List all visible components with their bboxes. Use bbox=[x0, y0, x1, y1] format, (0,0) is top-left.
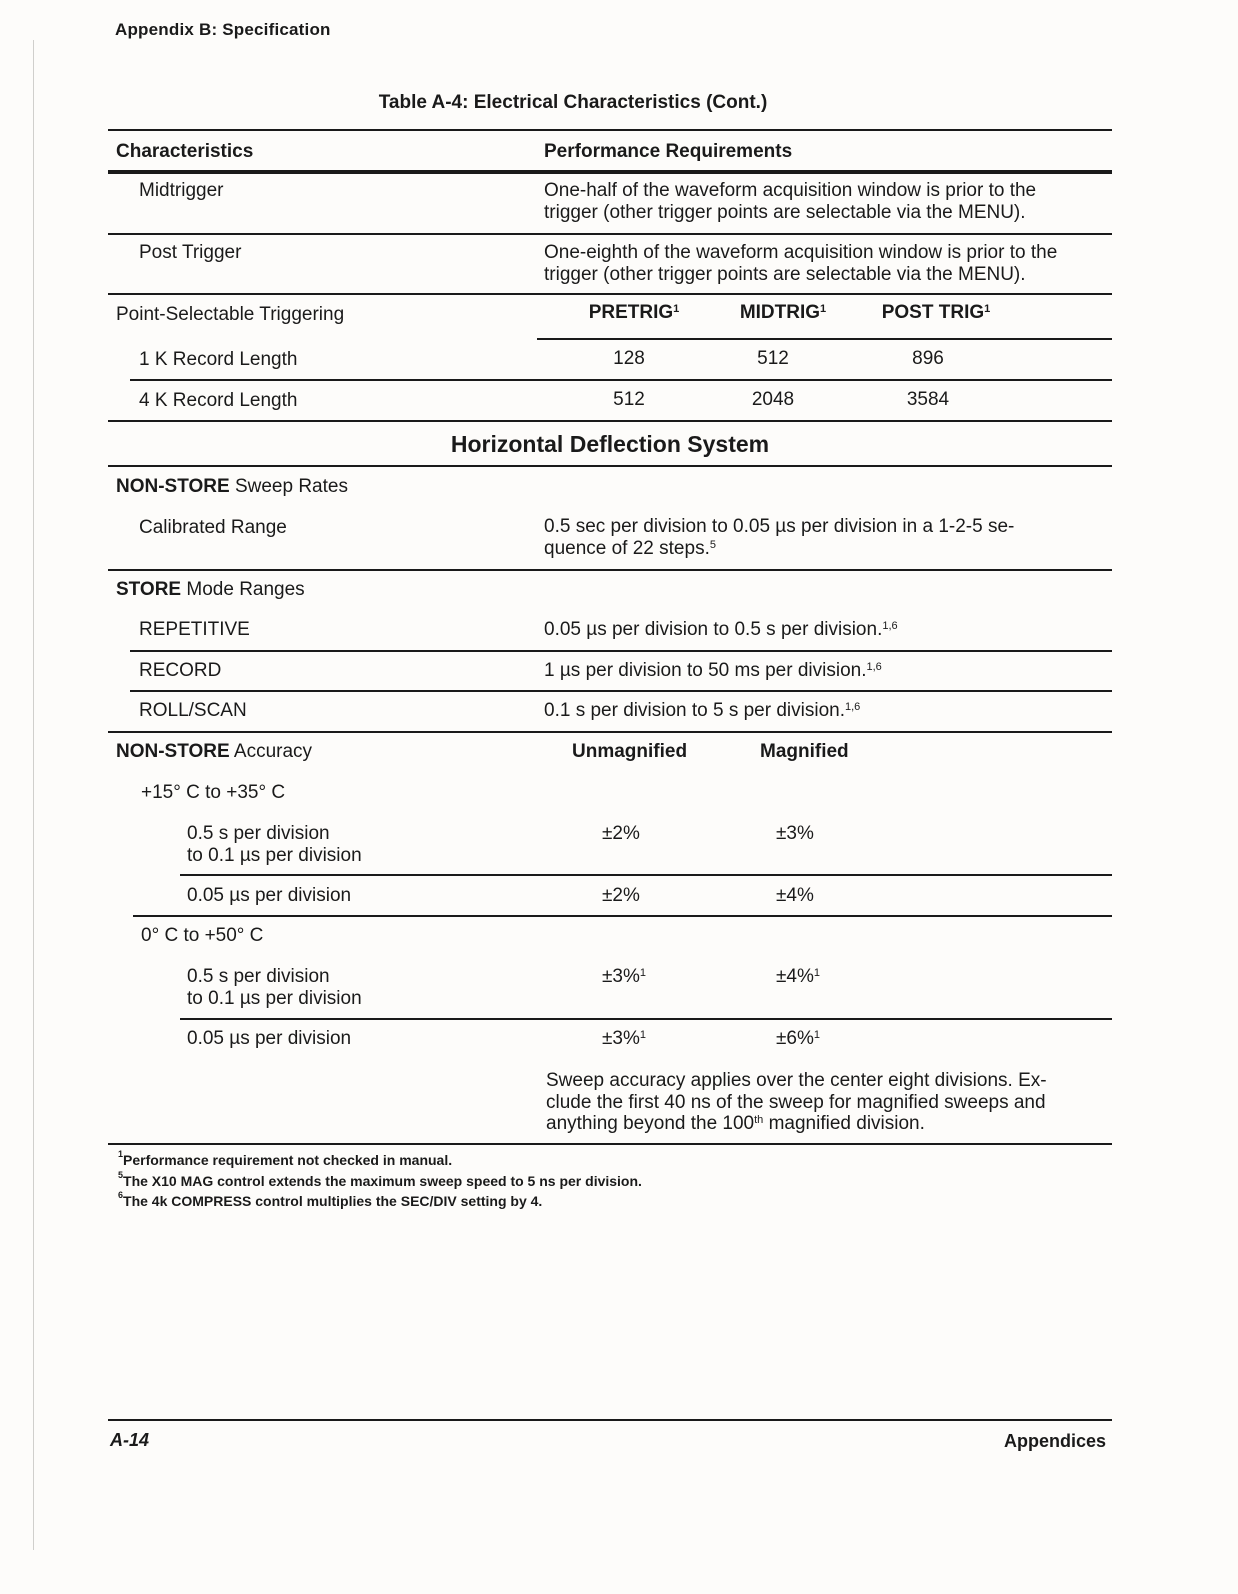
calibrated-range-label: Calibrated Range bbox=[139, 517, 287, 538]
rule bbox=[108, 170, 1112, 174]
temp-range-1: +15° C to +35° C bbox=[141, 782, 286, 803]
post-trigger-desc-1: One-eighth of the waveform acquisition window is prior to the bbox=[544, 242, 1058, 263]
page-number: A-14 bbox=[110, 1430, 150, 1450]
roll-scan-value: 0.1 s per division to 5 s per division.$^{1,6}$ bbox=[544, 700, 861, 721]
range1-row1-mag: ±3% bbox=[776, 823, 814, 844]
range1-row1-desc-1: 0.5 s per division bbox=[187, 823, 330, 844]
rule bbox=[130, 379, 1112, 381]
record-value: 1 µs per division to 50 ms per division.$^{1,6}$ bbox=[544, 660, 882, 681]
accuracy-note-1: Sweep accuracy applies over the center eight divisions. Ex- bbox=[546, 1070, 1047, 1091]
point-selectable-label: Point-Selectable Triggering bbox=[116, 304, 345, 325]
record-4k-midtrig: 2048 bbox=[751, 389, 795, 410]
accuracy-label: NON-STORE Accuracy bbox=[116, 741, 313, 762]
record-4k-posttrig: 3584 bbox=[906, 389, 950, 410]
calibrated-range-desc-1: 0.5 sec per division to 0.05 µs per division in a 1-2-5 se- bbox=[544, 516, 1015, 537]
footer-section: Appendices bbox=[1004, 1431, 1107, 1451]
midtrigger-desc-1: One-half of the waveform acquisition window is prior to the bbox=[544, 180, 1037, 201]
footnote-1: $^1$Performance requirement not checked in manual. bbox=[118, 1149, 453, 1168]
rule bbox=[108, 293, 1112, 295]
range2-row2-mag: ±6%$^1$ bbox=[776, 1028, 821, 1049]
col-post-trig: POST TRIG$^1$ bbox=[881, 302, 991, 323]
page-margin-line bbox=[33, 40, 34, 1550]
section-title: Horizontal Deflection System bbox=[450, 431, 770, 457]
footnote-5: $^5$The X10 MAG control extends the maximum sweep speed to 5 ns per division. bbox=[118, 1170, 642, 1189]
rule bbox=[108, 465, 1112, 467]
rule bbox=[130, 690, 1112, 692]
record-4k-pretrig: 512 bbox=[613, 389, 645, 410]
repetitive-value: 0.05 µs per division to 0.5 s per division.$^{1,6}$ bbox=[544, 619, 898, 640]
roll-scan-label: ROLL/SCAN bbox=[139, 700, 247, 721]
range2-row1-desc-1: 0.5 s per division bbox=[187, 966, 330, 987]
rule bbox=[537, 338, 1112, 340]
col-unmagnified: Unmagnified bbox=[572, 741, 688, 762]
rule bbox=[130, 650, 1112, 652]
rule bbox=[108, 1143, 1112, 1145]
rule bbox=[108, 129, 1112, 131]
range2-row1-unmag: ±3%$^1$ bbox=[602, 966, 647, 987]
rule bbox=[108, 731, 1112, 733]
col-midtrig: MIDTRIG$^1$ bbox=[739, 302, 827, 323]
rule bbox=[108, 569, 1112, 571]
rule bbox=[108, 420, 1112, 422]
repetitive-label: REPETITIVE bbox=[139, 619, 250, 640]
record-1k-posttrig: 896 bbox=[912, 348, 944, 369]
record-label: RECORD bbox=[139, 660, 222, 681]
record-1k-label: 1 K Record Length bbox=[139, 349, 298, 370]
range2-row1-mag: ±4%$^1$ bbox=[776, 966, 821, 987]
footer-rule bbox=[108, 1419, 1112, 1421]
col-header-characteristics: Characteristics bbox=[116, 141, 254, 162]
post-trigger-desc-2: trigger (other trigger points are selectable via the MENU). bbox=[544, 264, 1026, 285]
footnote-6: $^6$The 4k COMPRESS control multiplies the SEC/DIV setting by 4. bbox=[118, 1190, 543, 1209]
range1-row1-unmag: ±2% bbox=[602, 823, 640, 844]
calibrated-range-desc-2: quence of 22 steps.$^5$ bbox=[544, 538, 716, 559]
rule bbox=[180, 1018, 1112, 1020]
range1-row2-desc: 0.05 µs per division bbox=[187, 885, 352, 906]
store-modes-label: STORE Mode Ranges bbox=[116, 579, 305, 600]
range1-row2-mag: ±4% bbox=[776, 885, 814, 906]
record-1k-midtrig: 512 bbox=[757, 348, 789, 369]
col-header-performance: Performance Requirements bbox=[544, 141, 793, 162]
record-4k-label: 4 K Record Length bbox=[139, 390, 298, 411]
midtrigger-label: Midtrigger bbox=[139, 180, 224, 201]
accuracy-note-3: anything beyond the 100th magnified division. bbox=[546, 1113, 925, 1134]
temp-range-2: 0° C to +50° C bbox=[141, 925, 264, 946]
record-1k-pretrig: 128 bbox=[613, 348, 645, 369]
midtrigger-desc-2: trigger (other trigger points are selectable via the MENU). bbox=[544, 202, 1026, 223]
table-title: Table A-4: Electrical Characteristics (Cont.) bbox=[378, 92, 768, 113]
nonstore-sweep-label: NON-STORE Sweep Rates bbox=[116, 476, 348, 497]
range2-row2-unmag: ±3%$^1$ bbox=[602, 1028, 647, 1049]
range1-row2-unmag: ±2% bbox=[602, 885, 640, 906]
running-header: Appendix B: Specification bbox=[115, 20, 331, 39]
range2-row1-desc-2: to 0.1 µs per division bbox=[187, 988, 362, 1009]
rule bbox=[108, 233, 1112, 235]
accuracy-note-2: clude the first 40 ns of the sweep for magnified sweeps and bbox=[546, 1092, 1046, 1113]
rule bbox=[180, 874, 1112, 876]
range1-row1-desc-2: to 0.1 µs per division bbox=[187, 845, 362, 866]
col-pretrig: PRETRIG$^1$ bbox=[588, 302, 680, 323]
post-trigger-label: Post Trigger bbox=[139, 242, 242, 263]
rule bbox=[133, 915, 1112, 917]
col-magnified: Magnified bbox=[760, 741, 849, 762]
range2-row2-desc: 0.05 µs per division bbox=[187, 1028, 352, 1049]
